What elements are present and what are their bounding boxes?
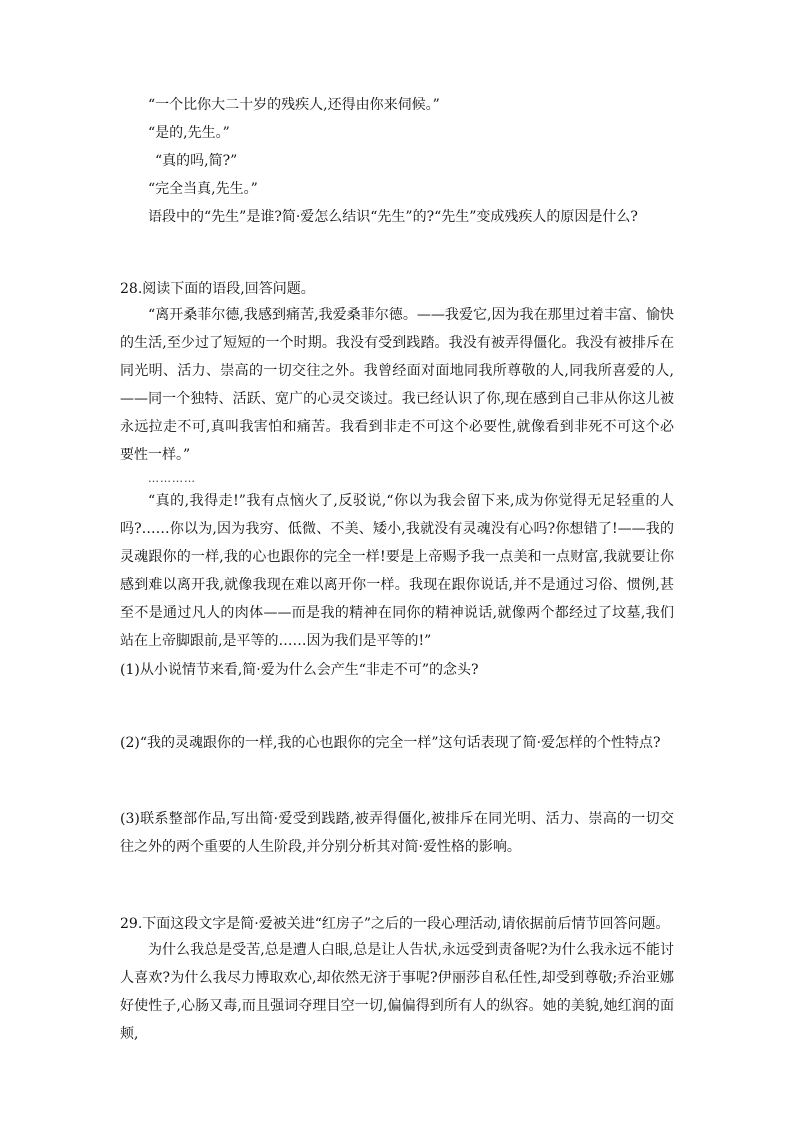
question-28-sub-1: (1)从小说情节来看,简·爱为什么会产生“非走不可”的念头? [120, 662, 479, 678]
question-28-title: 28.阅读下面的语段,回答问题。 [120, 281, 315, 297]
dialogue-question: 语段中的“先生”是谁?简·爱怎么结识“先生”的?“先生”变成残疾人的原因是什么? [148, 209, 638, 225]
dialogue-line-3: “真的吗,简?” [155, 153, 238, 169]
question-28-sub-2: (2)“我的灵魂跟你的一样,我的心也跟你的完全一样”这句话表现了简·爱怎样的个性特点? [120, 735, 661, 751]
question-29-passage: 为什么我总是受苦,总是遭人白眼,总是让人告状,永远受到责备呢?为什么我永远不能讨人喜欢?为什么我尽力博取欢心,却依然无济于事呢?伊丽莎自私任性,却受到尊敬;乔治亚娜好使性子,心肠又毒,而且强词夺理目空一切,偏偏得到所有人的纵容。她的美貌,她红润的面颊, [120, 942, 674, 1042]
dialogue-line-4: “完全当真,先生。” [148, 181, 258, 197]
question-28-passage-1: “离开桑菲尔德,我感到痛苦,我爱桑菲尔德。——我爱它,因为我在那里过着丰富、愉快的生活,至少过了短短的一个时期。我没有受到践踏。我没有被弄得僵化。我没有被排斥在同光明、活力、崇高的一切交往之外。我曾经面对面地同我所尊敬的人,同我所喜爱的人,——同一个独特、活跃、宽广的心灵交谈过。我已经认识了你,现在感到自己非从你这儿被永远拉走不可,真叫我害怕和痛苦。我看到非走不可这个必要性,就像看到非死不可这个必要性一样。” [120, 307, 674, 463]
question-28-sub-3: (3)联系整部作品,写出简·爱受到践踏,被弄得僵化,被排斥在同光明、活力、崇高的一切交往之外的两个重要的人生阶段,并分别分析其对简·爱性格的影响。 [120, 811, 674, 855]
question-29-title: 29.下面这段文字是简·爱被关进“红房子”之后的一段心理活动,请依据前后情节回答问题。 [120, 916, 670, 932]
passage-ellipsis: ………… [148, 472, 196, 485]
question-28-passage-2: “真的,我得走!”我有点恼火了,反驳说,“你以为我会留下来,成为你觉得无足轻重的人吗?……你以为,因为我穷、低微、不美、矮小,我就没有灵魂没有心吗?你想错了!——我的灵魂跟你的一样,我的心也跟你的完全一样!要是上帝赐予我一点美和一点财富,我就要让你感到难以离开我,就像我现在难以离开你一样。我现在跟你说话,并不是通过习俗、惯例,甚至不是通过凡人的肉体——而是我的精神在同你的精神说话,就像两个都经过了坟墓,我们站在上帝脚跟前,是平等的……因为我们是平等的!” [120, 493, 674, 649]
dialogue-line-2: “是的,先生。” [148, 125, 230, 141]
dialogue-line-1: “一个比你大二十岁的残疾人,还得由你来伺候。” [148, 97, 440, 113]
